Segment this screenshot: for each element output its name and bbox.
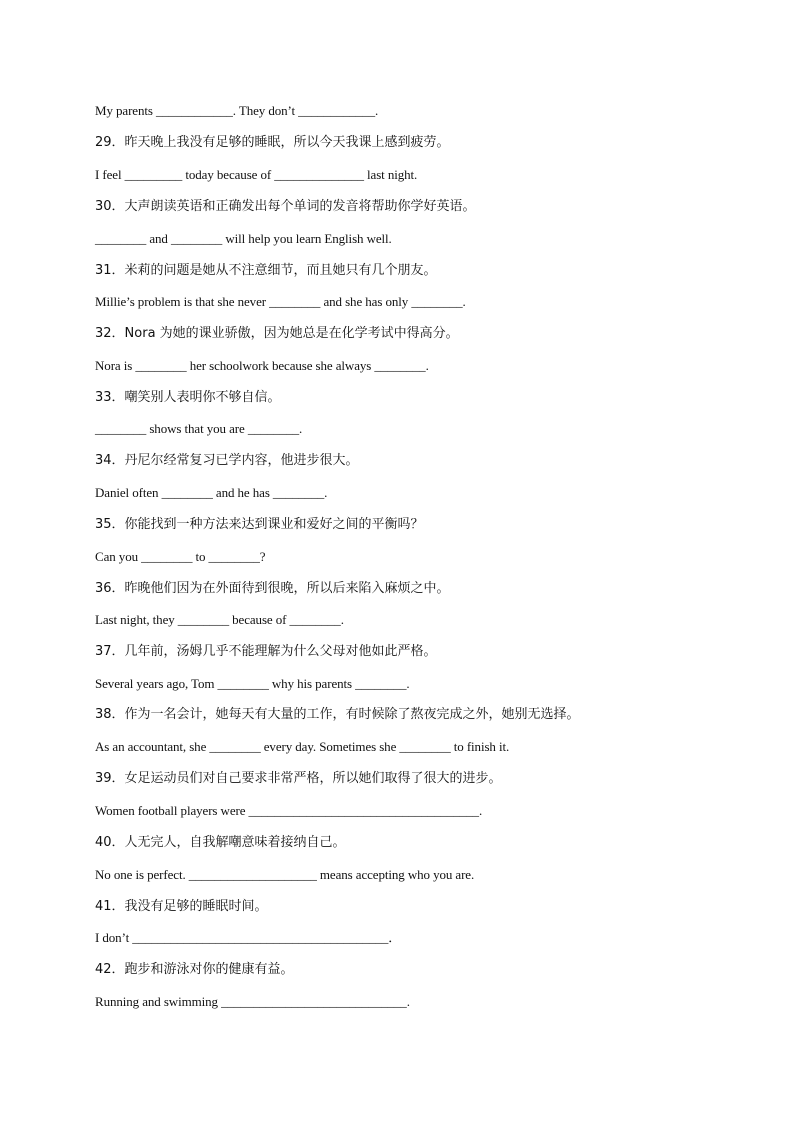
- question-30: 30．大声朗读英语和正确发出每个单词的发音将帮助你学好英语。: [95, 199, 476, 214]
- answer-line-40: No one is perfect. ____________________ means accepting who you are.: [95, 867, 475, 882]
- answer-line-35: Can you ________ to ________?: [95, 549, 266, 564]
- answer-line-34: Daniel often ________ and he has ________.: [95, 485, 328, 500]
- question-34: 34．丹尼尔经常复习已学内容，他进步很大。: [95, 453, 359, 468]
- question-39: 39．女足运动员们对自己要求非常严格，所以她们取得了很大的进步。: [95, 771, 502, 786]
- answer-line-29: I feel _________ today because of ______________ last night.: [95, 167, 418, 182]
- answer-line-39: Women football players were ____________________________________.: [95, 803, 483, 818]
- answer-line-37: Several years ago, Tom ________ why his parents ________.: [95, 676, 410, 691]
- question-33: 33．嘲笑别人表明你不够自信。: [95, 390, 281, 405]
- question-35: 35．你能找到一种方法来达到课业和爱好之间的平衡吗？: [95, 517, 424, 532]
- question-38: 38．作为一名会计，她每天有大量的工作，有时候除了熬夜完成之外，她别无选择。: [95, 707, 580, 722]
- answer-line-31: Millie’s problem is that she never ________ and she has only ________.: [95, 294, 466, 309]
- answer-line-42: Running and swimming _____________________________.: [95, 994, 410, 1009]
- answer-line-38: As an accountant, she ________ every day. Sometimes she ________ to finish it.: [95, 739, 510, 754]
- question-40: 40．人无完人，自我解嘲意味着接纳自己。: [95, 835, 346, 850]
- question-42: 42．跑步和游泳对你的健康有益。: [95, 962, 294, 977]
- answer-line-28: My parents ____________. They don’t ____________.: [95, 103, 379, 118]
- answer-line-33: ________ shows that you are ________.: [95, 421, 303, 436]
- question-41: 41．我没有足够的睡眠时间。: [95, 899, 268, 914]
- question-29: 29．昨天晚上我没有足够的睡眠，所以今天我课上感到疲劳。: [95, 135, 450, 150]
- question-36: 36．昨晚他们因为在外面待到很晚，所以后来陷入麻烦之中。: [95, 581, 450, 596]
- question-31: 31．米莉的问题是她从不注意细节，而且她只有几个朋友。: [95, 263, 437, 278]
- answer-line-32: Nora is ________ her schoolwork because she always ________.: [95, 358, 429, 373]
- answer-line-30: ________ and ________ will help you learn English well.: [95, 231, 392, 246]
- question-37: 37．几年前，汤姆几乎不能理解为什么父母对他如此严格。: [95, 644, 437, 659]
- question-32: 32．Nora 为她的课业骄傲，因为她总是在化学考试中得高分。: [95, 326, 459, 341]
- answer-line-41: I don’t ________________________________________．: [95, 930, 402, 945]
- answer-line-36: Last night, they ________ because of ________.: [95, 612, 344, 627]
